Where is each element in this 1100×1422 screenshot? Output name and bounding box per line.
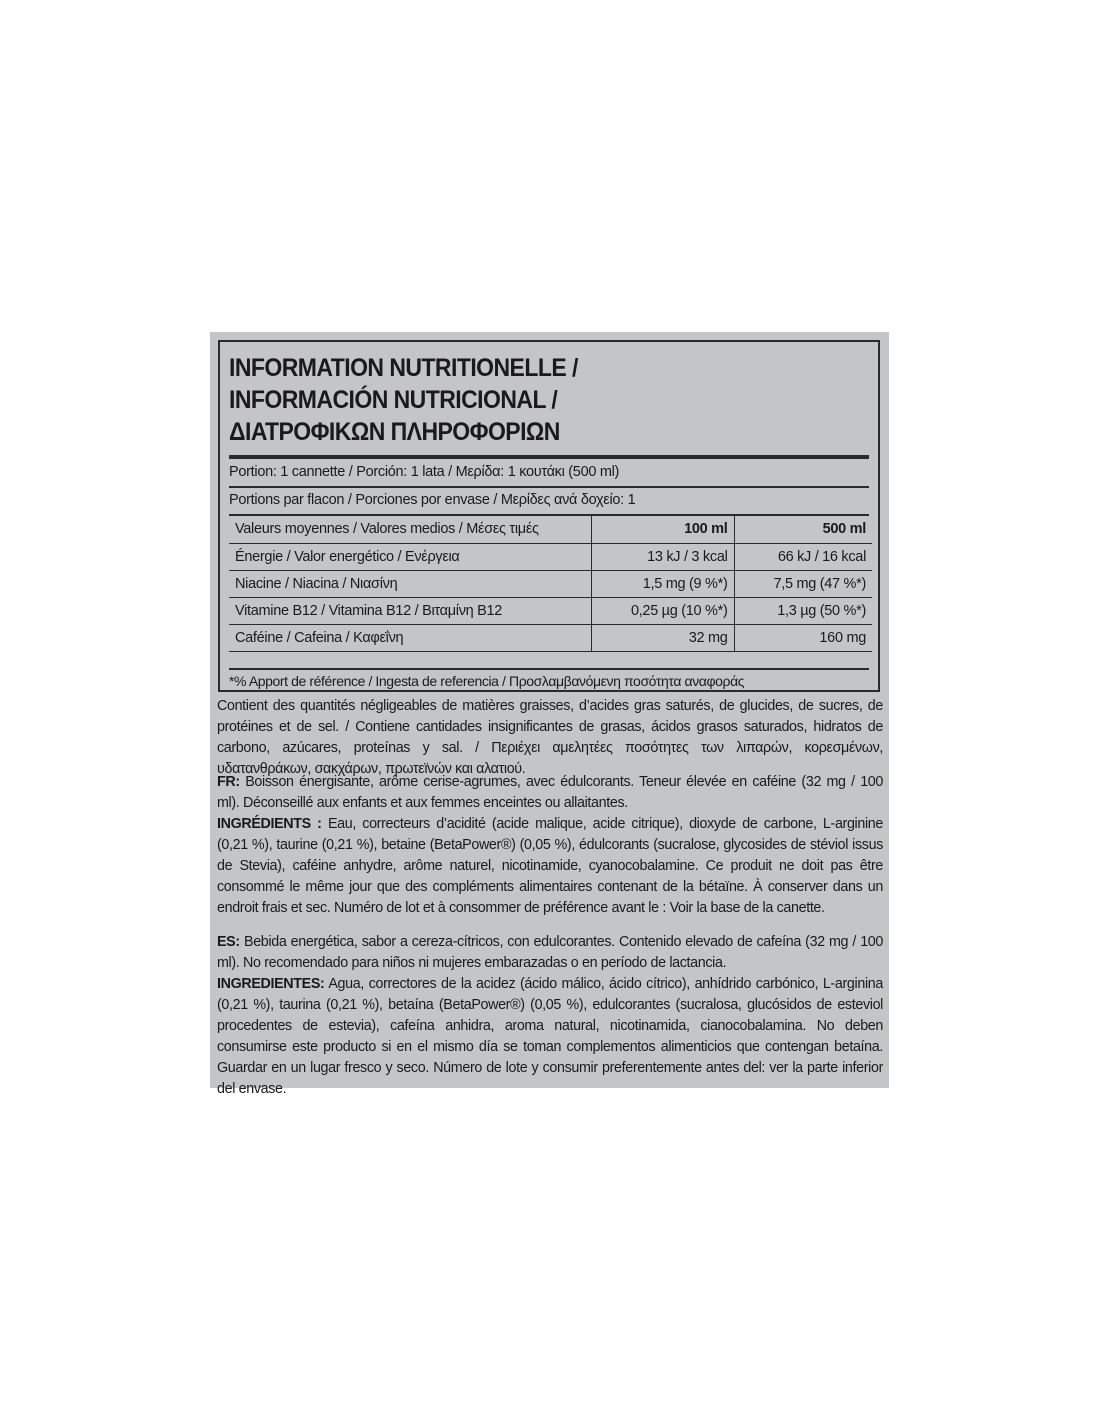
- table-row-energy: [229, 543, 872, 570]
- row-value-500ml: 160 mg: [734, 624, 872, 651]
- french-description: [217, 772, 883, 919]
- row-label: Vitamine B12 / Vitamina B12 / Βιταμίνη B12: [229, 597, 591, 624]
- row-value-100ml: 1,5 mg (9 %*): [591, 570, 734, 597]
- table-header-row: [229, 516, 872, 543]
- portions-per-pack: Portions par flacon / Porciones por envase / Μερίδες ανά δοχείο: 1: [229, 492, 636, 508]
- table-row-niacin: [229, 570, 872, 597]
- fr-description-text: Boisson énergisante, arôme cerise-agrumes, avec édulcorants. Teneur élevée en caféine (32 mg / 100 ml). Déconseillé aux enfants et aux femmes enceintes ou allaitantes.: [217, 774, 883, 811]
- nutrition-table: [229, 516, 872, 652]
- title-line-el: ΔΙΑΤΡΟΦΙΚΩΝ ΠΛΗΡΟΦΟΡΙΩΝ: [229, 418, 560, 446]
- nutrition-label-panel: [210, 332, 889, 1097]
- row-value-100ml: 13 kJ / 3 kcal: [591, 543, 734, 570]
- header-per-500ml: 500 ml: [734, 516, 872, 543]
- row-label: Énergie / Valor energético / Ενέργεια: [229, 543, 591, 570]
- spanish-description: [217, 932, 883, 1100]
- nutrition-facts-box: [218, 340, 880, 692]
- header-per-100ml: 100 ml: [591, 516, 734, 543]
- row-value-100ml: 0,25 µg (10 %*): [591, 597, 734, 624]
- row-value-100ml: 32 mg: [591, 624, 734, 651]
- portion-size: Portion: 1 cannette / Porción: 1 lata / Μερίδα: 1 κουτάκι (500 ml): [229, 464, 620, 480]
- title-divider: [229, 455, 869, 459]
- negligible-amounts-text: Contient des quantités négligeables de matières graisses, d’acides gras saturés, de glucides, de sucres, de protéines et de sel. / Contiene cantidades insignificantes de grasas, ácidos grasos saturados, hidratos de carbono, azúcares, proteínas y sal. / Περιέχει αμελητέες ποσότητες των λιπαρών, κορεσμένων, υδατανθράκων, σακχάρων, πρωτεϊνών και αλατιού.: [217, 698, 883, 777]
- es-ingredients-text: Agua, correctores de la acidez (ácido málico, ácido cítrico), anhídrido carbónico, L-arginina (0,21 %), taurina (0,21 %), betaína (BetaPower®) (0,05 %), edulcorantes (sucralosa, glucósidos de esteviol procedentes de estevia), cafeína anhidra, aroma natural, nicotinamida, cianocobalamina. No deben consumirse este producto si en el mismo día se toman complementos alimenticios que contengan betaína. Guardar en un lugar fresco y seco. Número de lote y consumir preferentemente antes del: ver la parte inferior del envase.: [217, 976, 883, 1097]
- footnote-divider: [229, 668, 869, 670]
- fr-language-label: FR:: [217, 774, 240, 790]
- row-value-500ml: 1,3 µg (50 %*): [734, 597, 872, 624]
- title-line-fr: INFORMATION NUTRITIONELLE /: [229, 354, 578, 382]
- fr-ingredients-text: Eau, correcteurs d’acidité (acide malique, acide citrique), dioxyde de carbone, L-arginine (0,21 %), taurine (0,21 %), betaine (BetaPower®) (0,05 %), édulcorants (sucralose, glycosides de stéviol issus de Stevia), caféine anhydre, arôme naturel, nicotinamide, cyanocobalamine. Ce produit ne doit pas être consommé le même jour que des compléments alimentaires contenant de la bétaïne. À conserver dans un endroit frais et sec. Numéro de lot et à consommer de préférence avant le : Voir la base de la canette.: [217, 816, 884, 916]
- fr-ingredients-label: INGRÉDIENTS :: [217, 816, 322, 832]
- row-label: Caféine / Cafeina / Καφεΐνη: [229, 624, 591, 651]
- header-label: Valeurs moyennes / Valores medios / Μέσες τιμές: [229, 516, 591, 543]
- es-language-label: ES:: [217, 934, 240, 950]
- title-line-es: INFORMACIÓN NUTRICIONAL /: [229, 386, 558, 414]
- table-row-caffeine: [229, 624, 872, 651]
- nutrition-title: [229, 352, 578, 448]
- table-row-vitamin-b12: [229, 597, 872, 624]
- es-ingredients-label: INGREDIENTES:: [217, 976, 325, 992]
- row-value-500ml: 7,5 mg (47 %*): [734, 570, 872, 597]
- row-label: Niacine / Niacina / Νιασίνη: [229, 570, 591, 597]
- reference-intake-footnote: *% Apport de référence / Ingesta de referencia / Προσλαμβανόμενη ποσότητα αναφοράς: [229, 673, 745, 689]
- portion-divider: [229, 486, 869, 488]
- es-description-text: Bebida energética, sabor a cereza-cítricos, con edulcorantes. Contenido elevado de cafeína (32 mg / 100 ml). No recomendado para niños ni mujeres embarazadas o en período de lactancia.: [217, 934, 883, 971]
- row-value-500ml: 66 kJ / 16 kcal: [734, 543, 872, 570]
